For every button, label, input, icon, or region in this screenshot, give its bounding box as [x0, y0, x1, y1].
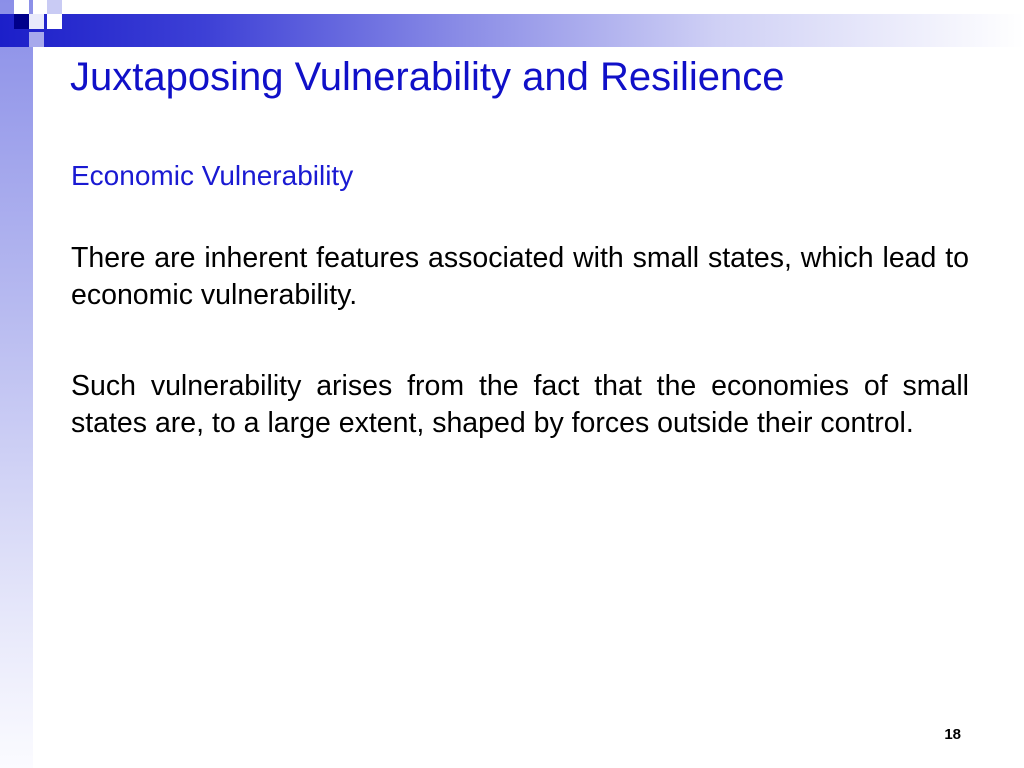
page-number: 18 [944, 726, 961, 743]
decor-square [29, 32, 44, 47]
slide-title: Juxtaposing Vulnerability and Resilience [70, 55, 785, 99]
decor-square-dark [14, 14, 29, 29]
decor-square [47, 0, 62, 15]
body-paragraph-1: There are inherent features associated with small states, which lead to economic vulnerability. [71, 242, 969, 311]
decor-square [47, 14, 62, 29]
top-gradient-bar [0, 14, 1024, 47]
decor-square [14, 0, 29, 15]
decor-square [29, 14, 44, 29]
body-paragraph-2: Such vulnerability arises from the fact that the economies of small states are, to a large extent, shaped by forces outside their control. [71, 370, 969, 439]
left-gradient-bar [0, 0, 33, 768]
slide-subtitle: Economic Vulnerability [71, 160, 354, 191]
